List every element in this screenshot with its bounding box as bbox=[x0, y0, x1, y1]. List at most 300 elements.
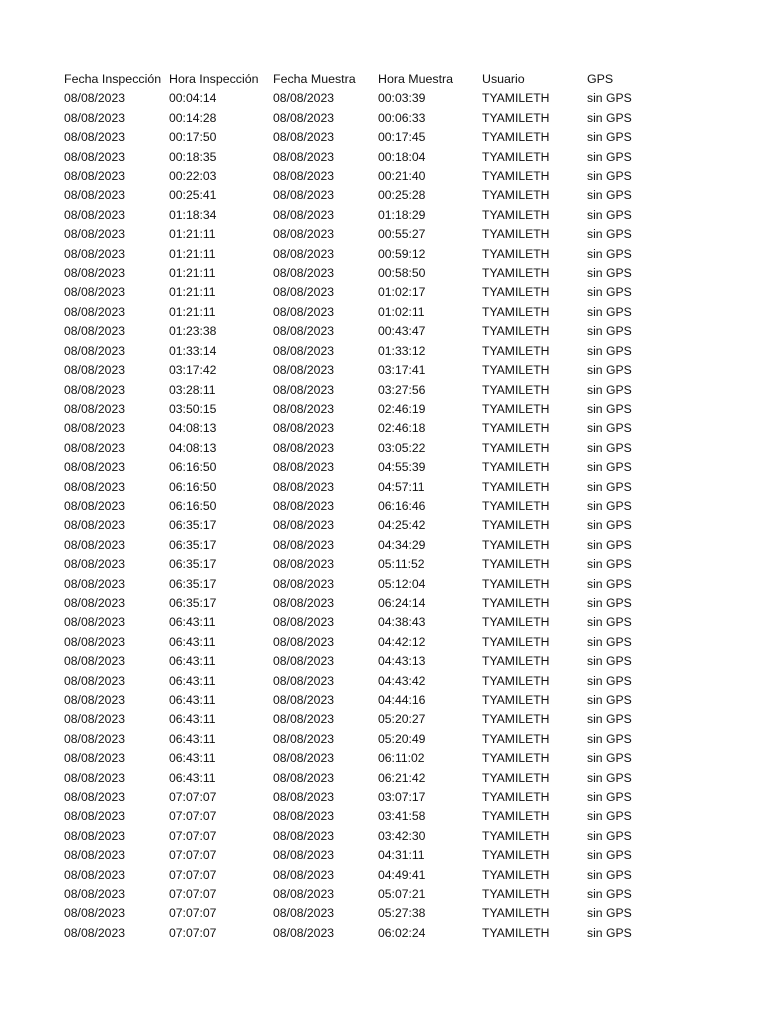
hora-muestra-cell: 03:42:30 bbox=[378, 828, 426, 843]
header-gps: GPS bbox=[587, 72, 614, 86]
hora-inspeccion-cell: 06:35:17 bbox=[169, 518, 217, 533]
usuario-cell: TYAMILETH bbox=[482, 770, 550, 785]
fecha-inspeccion-cell: 08/08/2023 bbox=[64, 266, 125, 281]
fecha-muestra-cell: 08/08/2023 bbox=[273, 693, 334, 707]
usuario-cell: TYAMILETH bbox=[482, 227, 550, 242]
fecha-muestra-cell: 08/08/2023 bbox=[273, 130, 334, 145]
usuario-cell: TYAMILETH bbox=[482, 712, 550, 727]
hora-muestra-cell: 04:31:11 bbox=[378, 848, 425, 863]
fecha-muestra-cell: 08/08/2023 bbox=[273, 169, 334, 184]
fecha-inspeccion-cell: 08/08/2023 bbox=[64, 848, 125, 863]
hora-muestra-cell: 06:02:24 bbox=[378, 925, 426, 940]
fecha-muestra-cell: 08/08/2023 bbox=[273, 634, 334, 649]
fecha-inspeccion-cell: 08/08/2023 bbox=[64, 440, 125, 455]
fecha-inspeccion-cell: 08/08/2023 bbox=[64, 401, 125, 416]
gps-cell: sin GPS bbox=[587, 207, 632, 222]
fecha-muestra-cell: 08/08/2023 bbox=[273, 382, 334, 397]
usuario-cell: TYAMILETH bbox=[482, 246, 550, 261]
fecha-muestra-cell: 08/08/2023 bbox=[273, 266, 334, 281]
table-row bbox=[64, 245, 647, 264]
hora-inspeccion-cell: 07:07:07 bbox=[169, 887, 217, 902]
gps-cell: sin GPS bbox=[587, 421, 632, 436]
hora-inspeccion-cell: 04:08:13 bbox=[169, 440, 217, 455]
usuario-cell: TYAMILETH bbox=[482, 634, 550, 649]
hora-muestra-cell: 04:43:42 bbox=[378, 673, 426, 688]
fecha-inspeccion-cell: 08/08/2023 bbox=[64, 828, 125, 843]
gps-cell: sin GPS bbox=[587, 790, 632, 805]
usuario-cell: TYAMILETH bbox=[482, 130, 550, 145]
gps-cell: sin GPS bbox=[587, 440, 632, 455]
fecha-inspeccion-cell: 08/08/2023 bbox=[64, 770, 125, 785]
gps-cell: sin GPS bbox=[587, 498, 632, 513]
hora-inspeccion-cell: 01:18:34 bbox=[169, 207, 217, 222]
usuario-cell: TYAMILETH bbox=[482, 169, 550, 184]
gps-cell: sin GPS bbox=[587, 188, 632, 203]
hora-muestra-cell: 04:38:43 bbox=[378, 615, 426, 630]
hora-inspeccion-cell: 00:17:50 bbox=[169, 130, 217, 145]
fecha-muestra-cell: 08/08/2023 bbox=[273, 790, 334, 805]
fecha-muestra-cell: 08/08/2023 bbox=[273, 460, 334, 475]
fecha-muestra-cell: 08/08/2023 bbox=[273, 537, 334, 552]
gps-cell: sin GPS bbox=[587, 460, 632, 475]
fecha-muestra-cell: 08/08/2023 bbox=[273, 479, 334, 494]
hora-inspeccion-cell: 06:35:17 bbox=[169, 537, 217, 552]
fecha-inspeccion-cell: 08/08/2023 bbox=[64, 169, 125, 184]
table-row bbox=[64, 419, 647, 438]
fecha-muestra-cell: 08/08/2023 bbox=[273, 712, 334, 727]
table-row bbox=[64, 710, 647, 729]
hora-muestra-cell: 05:07:21 bbox=[378, 887, 426, 902]
table-row bbox=[64, 109, 647, 128]
usuario-cell: TYAMILETH bbox=[482, 266, 550, 281]
table-row bbox=[64, 769, 647, 788]
fecha-inspeccion-cell: 08/08/2023 bbox=[64, 479, 125, 494]
hora-inspeccion-cell: 06:43:11 bbox=[169, 673, 216, 688]
hora-muestra-cell: 05:20:27 bbox=[378, 712, 426, 727]
fecha-muestra-cell: 08/08/2023 bbox=[273, 498, 334, 513]
hora-muestra-cell: 03:41:58 bbox=[378, 809, 426, 824]
fecha-muestra-cell: 08/08/2023 bbox=[273, 731, 334, 746]
usuario-cell: TYAMILETH bbox=[482, 654, 550, 669]
usuario-cell: TYAMILETH bbox=[482, 887, 550, 902]
fecha-inspeccion-cell: 08/08/2023 bbox=[64, 227, 125, 242]
hora-inspeccion-cell: 06:16:50 bbox=[169, 479, 217, 494]
fecha-muestra-cell: 08/08/2023 bbox=[273, 401, 334, 416]
hora-muestra-cell: 00:18:04 bbox=[378, 149, 426, 164]
usuario-cell: TYAMILETH bbox=[482, 363, 550, 378]
fecha-muestra-cell: 08/08/2023 bbox=[273, 246, 334, 261]
gps-cell: sin GPS bbox=[587, 673, 632, 688]
table-row bbox=[64, 516, 647, 535]
usuario-cell: TYAMILETH bbox=[482, 498, 550, 513]
usuario-cell: TYAMILETH bbox=[482, 925, 550, 940]
hora-muestra-cell: 03:07:17 bbox=[378, 790, 426, 805]
table-row bbox=[64, 807, 647, 826]
gps-cell: sin GPS bbox=[587, 110, 632, 125]
hora-inspeccion-cell: 06:43:11 bbox=[169, 693, 216, 707]
hora-muestra-cell: 05:27:38 bbox=[378, 906, 426, 921]
usuario-cell: TYAMILETH bbox=[482, 460, 550, 475]
usuario-cell: TYAMILETH bbox=[482, 343, 550, 358]
fecha-inspeccion-cell: 08/08/2023 bbox=[64, 207, 125, 222]
gps-cell: sin GPS bbox=[587, 634, 632, 649]
hora-inspeccion-cell: 00:18:35 bbox=[169, 149, 217, 164]
table-row bbox=[64, 594, 647, 613]
table-row bbox=[64, 788, 647, 807]
gps-cell: sin GPS bbox=[587, 130, 632, 145]
hora-muestra-cell: 01:02:11 bbox=[378, 304, 425, 319]
fecha-muestra-cell: 08/08/2023 bbox=[273, 848, 334, 863]
usuario-cell: TYAMILETH bbox=[482, 304, 550, 319]
fecha-muestra-cell: 08/08/2023 bbox=[273, 91, 334, 106]
fecha-inspeccion-cell: 08/08/2023 bbox=[64, 285, 125, 300]
table-row bbox=[64, 846, 647, 865]
hora-inspeccion-cell: 00:04:14 bbox=[169, 91, 217, 106]
fecha-muestra-cell: 08/08/2023 bbox=[273, 828, 334, 843]
table-row bbox=[64, 904, 647, 923]
gps-cell: sin GPS bbox=[587, 285, 632, 300]
header-row bbox=[64, 70, 647, 89]
hora-muestra-cell: 03:17:41 bbox=[378, 363, 426, 378]
usuario-cell: TYAMILETH bbox=[482, 809, 550, 824]
usuario-cell: TYAMILETH bbox=[482, 595, 550, 610]
gps-cell: sin GPS bbox=[587, 654, 632, 669]
gps-cell: sin GPS bbox=[587, 828, 632, 843]
hora-inspeccion-cell: 06:43:11 bbox=[169, 654, 216, 669]
fecha-muestra-cell: 08/08/2023 bbox=[273, 576, 334, 591]
hora-inspeccion-cell: 06:35:17 bbox=[169, 576, 217, 591]
gps-cell: sin GPS bbox=[587, 266, 632, 281]
fecha-inspeccion-cell: 08/08/2023 bbox=[64, 421, 125, 436]
fecha-muestra-cell: 08/08/2023 bbox=[273, 770, 334, 785]
hora-inspeccion-cell: 06:35:17 bbox=[169, 557, 217, 572]
hora-inspeccion-cell: 07:07:07 bbox=[169, 906, 217, 921]
header-usuario: Usuario bbox=[482, 72, 525, 86]
fecha-inspeccion-cell: 08/08/2023 bbox=[64, 130, 125, 145]
hora-inspeccion-cell: 01:21:11 bbox=[169, 285, 216, 300]
usuario-cell: TYAMILETH bbox=[482, 848, 550, 863]
table-row bbox=[64, 381, 647, 400]
fecha-muestra-cell: 08/08/2023 bbox=[273, 227, 334, 242]
fecha-inspeccion-cell: 08/08/2023 bbox=[64, 751, 125, 766]
gps-cell: sin GPS bbox=[587, 149, 632, 164]
hora-muestra-cell: 00:03:39 bbox=[378, 91, 426, 106]
fecha-muestra-cell: 08/08/2023 bbox=[273, 363, 334, 378]
hora-inspeccion-cell: 01:21:11 bbox=[169, 227, 216, 242]
hora-inspeccion-cell: 07:07:07 bbox=[169, 790, 217, 805]
hora-inspeccion-cell: 01:21:11 bbox=[169, 246, 216, 261]
hora-inspeccion-cell: 01:23:38 bbox=[169, 324, 217, 339]
table-row bbox=[64, 458, 647, 477]
hora-muestra-cell: 06:11:02 bbox=[378, 751, 425, 766]
usuario-cell: TYAMILETH bbox=[482, 867, 550, 882]
fecha-muestra-cell: 08/08/2023 bbox=[273, 518, 334, 533]
gps-cell: sin GPS bbox=[587, 382, 632, 397]
hora-muestra-cell: 00:21:40 bbox=[378, 169, 426, 184]
table-row bbox=[64, 613, 647, 632]
fecha-inspeccion-cell: 08/08/2023 bbox=[64, 110, 125, 125]
usuario-cell: TYAMILETH bbox=[482, 576, 550, 591]
gps-cell: sin GPS bbox=[587, 615, 632, 630]
usuario-cell: TYAMILETH bbox=[482, 693, 550, 707]
gps-cell: sin GPS bbox=[587, 169, 632, 184]
fecha-inspeccion-cell: 08/08/2023 bbox=[64, 595, 125, 610]
hora-muestra-cell: 05:11:52 bbox=[378, 557, 425, 572]
fecha-muestra-cell: 08/08/2023 bbox=[273, 421, 334, 436]
table-row bbox=[64, 186, 647, 205]
gps-cell: sin GPS bbox=[587, 751, 632, 766]
fecha-muestra-cell: 08/08/2023 bbox=[273, 343, 334, 358]
table-row bbox=[64, 827, 647, 846]
fecha-inspeccion-cell: 08/08/2023 bbox=[64, 790, 125, 805]
hora-muestra-cell: 04:42:12 bbox=[378, 634, 426, 649]
fecha-inspeccion-cell: 08/08/2023 bbox=[64, 887, 125, 902]
header-hora-muestra: Hora Muestra bbox=[378, 72, 454, 86]
gps-cell: sin GPS bbox=[587, 343, 632, 358]
fecha-inspeccion-cell: 08/08/2023 bbox=[64, 188, 125, 203]
gps-cell: sin GPS bbox=[587, 848, 632, 863]
usuario-cell: TYAMILETH bbox=[482, 731, 550, 746]
fecha-inspeccion-cell: 08/08/2023 bbox=[64, 460, 125, 475]
fecha-muestra-cell: 08/08/2023 bbox=[273, 595, 334, 610]
hora-muestra-cell: 01:18:29 bbox=[378, 207, 426, 222]
gps-cell: sin GPS bbox=[587, 91, 632, 106]
gps-cell: sin GPS bbox=[587, 809, 632, 824]
hora-muestra-cell: 01:02:17 bbox=[378, 285, 426, 300]
hora-muestra-cell: 00:17:45 bbox=[378, 130, 426, 145]
hora-muestra-cell: 03:05:22 bbox=[378, 440, 426, 455]
usuario-cell: TYAMILETH bbox=[482, 421, 550, 436]
hora-inspeccion-cell: 03:17:42 bbox=[169, 363, 217, 378]
table-row bbox=[64, 672, 647, 691]
table-row bbox=[64, 400, 647, 419]
fecha-inspeccion-cell: 08/08/2023 bbox=[64, 867, 125, 882]
hora-inspeccion-cell: 07:07:07 bbox=[169, 809, 217, 824]
gps-cell: sin GPS bbox=[587, 770, 632, 785]
hora-inspeccion-cell: 06:43:11 bbox=[169, 751, 216, 766]
table-row bbox=[64, 264, 647, 283]
fecha-muestra-cell: 08/08/2023 bbox=[273, 207, 334, 222]
header-hora-inspeccion: Hora Inspección bbox=[169, 72, 259, 86]
fecha-inspeccion-cell: 08/08/2023 bbox=[64, 91, 125, 106]
table-row bbox=[64, 322, 647, 341]
fecha-inspeccion-cell: 08/08/2023 bbox=[64, 304, 125, 319]
table-row bbox=[64, 652, 647, 671]
hora-inspeccion-cell: 06:16:50 bbox=[169, 498, 217, 513]
fecha-inspeccion-cell: 08/08/2023 bbox=[64, 537, 125, 552]
table-row bbox=[64, 478, 647, 497]
gps-cell: sin GPS bbox=[587, 887, 632, 902]
usuario-cell: TYAMILETH bbox=[482, 557, 550, 572]
fecha-inspeccion-cell: 08/08/2023 bbox=[64, 324, 125, 339]
fecha-inspeccion-cell: 08/08/2023 bbox=[64, 343, 125, 358]
fecha-inspeccion-cell: 08/08/2023 bbox=[64, 673, 125, 688]
usuario-cell: TYAMILETH bbox=[482, 382, 550, 397]
table-row bbox=[64, 225, 647, 244]
hora-muestra-cell: 00:43:47 bbox=[378, 324, 426, 339]
gps-cell: sin GPS bbox=[587, 246, 632, 261]
hora-inspeccion-cell: 03:28:11 bbox=[169, 382, 216, 397]
hora-muestra-cell: 01:33:12 bbox=[378, 343, 426, 358]
gps-cell: sin GPS bbox=[587, 731, 632, 746]
inspection-sheet bbox=[64, 70, 647, 943]
usuario-cell: TYAMILETH bbox=[482, 324, 550, 339]
fecha-muestra-cell: 08/08/2023 bbox=[273, 440, 334, 455]
table-row bbox=[64, 361, 647, 380]
header-fecha-muestra: Fecha Muestra bbox=[273, 72, 356, 86]
fecha-inspeccion-cell: 08/08/2023 bbox=[64, 246, 125, 261]
fecha-inspeccion-cell: 08/08/2023 bbox=[64, 925, 125, 940]
gps-cell: sin GPS bbox=[587, 304, 632, 319]
table-row bbox=[64, 924, 647, 943]
hora-inspeccion-cell: 06:16:50 bbox=[169, 460, 217, 475]
fecha-inspeccion-cell: 08/08/2023 bbox=[64, 498, 125, 513]
hora-inspeccion-cell: 07:07:07 bbox=[169, 828, 217, 843]
hora-inspeccion-cell: 06:43:11 bbox=[169, 615, 216, 630]
table-row bbox=[64, 439, 647, 458]
usuario-cell: TYAMILETH bbox=[482, 518, 550, 533]
table-row bbox=[64, 633, 647, 652]
hora-inspeccion-cell: 01:33:14 bbox=[169, 343, 217, 358]
hora-muestra-cell: 04:57:11 bbox=[378, 479, 425, 494]
gps-cell: sin GPS bbox=[587, 595, 632, 610]
gps-cell: sin GPS bbox=[587, 906, 632, 921]
usuario-cell: TYAMILETH bbox=[482, 440, 550, 455]
gps-cell: sin GPS bbox=[587, 576, 632, 591]
usuario-cell: TYAMILETH bbox=[482, 615, 550, 630]
fecha-muestra-cell: 08/08/2023 bbox=[273, 867, 334, 882]
gps-cell: sin GPS bbox=[587, 712, 632, 727]
table-row bbox=[64, 497, 647, 516]
hora-muestra-cell: 05:12:04 bbox=[378, 576, 426, 591]
hora-muestra-cell: 02:46:18 bbox=[378, 421, 426, 436]
gps-cell: sin GPS bbox=[587, 324, 632, 339]
hora-inspeccion-cell: 01:21:11 bbox=[169, 266, 216, 281]
table-row bbox=[64, 866, 647, 885]
table-row bbox=[64, 283, 647, 302]
hora-inspeccion-cell: 06:43:11 bbox=[169, 770, 216, 785]
fecha-inspeccion-cell: 08/08/2023 bbox=[64, 712, 125, 727]
gps-cell: sin GPS bbox=[587, 227, 632, 242]
hora-muestra-cell: 00:06:33 bbox=[378, 110, 426, 125]
hora-inspeccion-cell: 07:07:07 bbox=[169, 848, 217, 863]
usuario-cell: TYAMILETH bbox=[482, 207, 550, 222]
hora-inspeccion-cell: 00:14:28 bbox=[169, 110, 217, 125]
hora-inspeccion-cell: 06:43:11 bbox=[169, 731, 216, 746]
hora-inspeccion-cell: 06:43:11 bbox=[169, 634, 216, 649]
gps-cell: sin GPS bbox=[587, 867, 632, 882]
hora-muestra-cell: 04:43:13 bbox=[378, 654, 426, 669]
hora-muestra-cell: 04:34:29 bbox=[378, 537, 426, 552]
table-row bbox=[64, 575, 647, 594]
hora-muestra-cell: 06:16:46 bbox=[378, 498, 426, 513]
hora-inspeccion-cell: 04:08:13 bbox=[169, 421, 217, 436]
table-body bbox=[64, 89, 647, 943]
usuario-cell: TYAMILETH bbox=[482, 673, 550, 688]
hora-muestra-cell: 04:25:42 bbox=[378, 518, 426, 533]
gps-cell: sin GPS bbox=[587, 557, 632, 572]
fecha-inspeccion-cell: 08/08/2023 bbox=[64, 693, 125, 707]
fecha-inspeccion-cell: 08/08/2023 bbox=[64, 149, 125, 164]
hora-inspeccion-cell: 03:50:15 bbox=[169, 401, 217, 416]
hora-inspeccion-cell: 07:07:07 bbox=[169, 925, 217, 940]
fecha-muestra-cell: 08/08/2023 bbox=[273, 285, 334, 300]
usuario-cell: TYAMILETH bbox=[482, 401, 550, 416]
gps-cell: sin GPS bbox=[587, 693, 632, 707]
fecha-muestra-cell: 08/08/2023 bbox=[273, 654, 334, 669]
fecha-inspeccion-cell: 08/08/2023 bbox=[64, 906, 125, 921]
table-row bbox=[64, 206, 647, 225]
usuario-cell: TYAMILETH bbox=[482, 537, 550, 552]
usuario-cell: TYAMILETH bbox=[482, 479, 550, 494]
hora-muestra-cell: 06:21:42 bbox=[378, 770, 426, 785]
gps-cell: sin GPS bbox=[587, 518, 632, 533]
usuario-cell: TYAMILETH bbox=[482, 91, 550, 106]
gps-cell: sin GPS bbox=[587, 363, 632, 378]
hora-muestra-cell: 04:55:39 bbox=[378, 460, 426, 475]
usuario-cell: TYAMILETH bbox=[482, 828, 550, 843]
fecha-muestra-cell: 08/08/2023 bbox=[273, 925, 334, 940]
usuario-cell: TYAMILETH bbox=[482, 285, 550, 300]
fecha-inspeccion-cell: 08/08/2023 bbox=[64, 518, 125, 533]
hora-inspeccion-cell: 07:07:07 bbox=[169, 867, 217, 882]
fecha-muestra-cell: 08/08/2023 bbox=[273, 673, 334, 688]
usuario-cell: TYAMILETH bbox=[482, 149, 550, 164]
fecha-muestra-cell: 08/08/2023 bbox=[273, 906, 334, 921]
usuario-cell: TYAMILETH bbox=[482, 790, 550, 805]
gps-cell: sin GPS bbox=[587, 925, 632, 940]
header-fecha-inspeccion: Fecha Inspección bbox=[64, 72, 162, 86]
table-row bbox=[64, 749, 647, 768]
fecha-muestra-cell: 08/08/2023 bbox=[273, 615, 334, 630]
hora-muestra-cell: 03:27:56 bbox=[378, 382, 426, 397]
hora-muestra-cell: 00:59:12 bbox=[378, 246, 426, 261]
hora-muestra-cell: 02:46:19 bbox=[378, 401, 426, 416]
fecha-inspeccion-cell: 08/08/2023 bbox=[64, 634, 125, 649]
hora-inspeccion-cell: 01:21:11 bbox=[169, 304, 216, 319]
hora-muestra-cell: 00:55:27 bbox=[378, 227, 426, 242]
fecha-inspeccion-cell: 08/08/2023 bbox=[64, 615, 125, 630]
fecha-muestra-cell: 08/08/2023 bbox=[273, 110, 334, 125]
table-row bbox=[64, 555, 647, 574]
gps-cell: sin GPS bbox=[587, 537, 632, 552]
inspection-table bbox=[64, 70, 647, 943]
hora-inspeccion-cell: 06:43:11 bbox=[169, 712, 216, 727]
table-row bbox=[64, 128, 647, 147]
fecha-muestra-cell: 08/08/2023 bbox=[273, 557, 334, 572]
usuario-cell: TYAMILETH bbox=[482, 751, 550, 766]
hora-muestra-cell: 05:20:49 bbox=[378, 731, 426, 746]
table-row bbox=[64, 303, 647, 322]
fecha-muestra-cell: 08/08/2023 bbox=[273, 188, 334, 203]
hora-inspeccion-cell: 00:25:41 bbox=[169, 188, 217, 203]
fecha-muestra-cell: 08/08/2023 bbox=[273, 304, 334, 319]
table-row bbox=[64, 885, 647, 904]
hora-inspeccion-cell: 00:22:03 bbox=[169, 169, 217, 184]
fecha-muestra-cell: 08/08/2023 bbox=[273, 809, 334, 824]
table-row bbox=[64, 691, 647, 710]
fecha-inspeccion-cell: 08/08/2023 bbox=[64, 654, 125, 669]
usuario-cell: TYAMILETH bbox=[482, 906, 550, 921]
gps-cell: sin GPS bbox=[587, 401, 632, 416]
hora-muestra-cell: 00:58:50 bbox=[378, 266, 426, 281]
gps-cell: sin GPS bbox=[587, 479, 632, 494]
fecha-inspeccion-cell: 08/08/2023 bbox=[64, 576, 125, 591]
usuario-cell: TYAMILETH bbox=[482, 110, 550, 125]
fecha-muestra-cell: 08/08/2023 bbox=[273, 149, 334, 164]
fecha-inspeccion-cell: 08/08/2023 bbox=[64, 731, 125, 746]
fecha-inspeccion-cell: 08/08/2023 bbox=[64, 557, 125, 572]
